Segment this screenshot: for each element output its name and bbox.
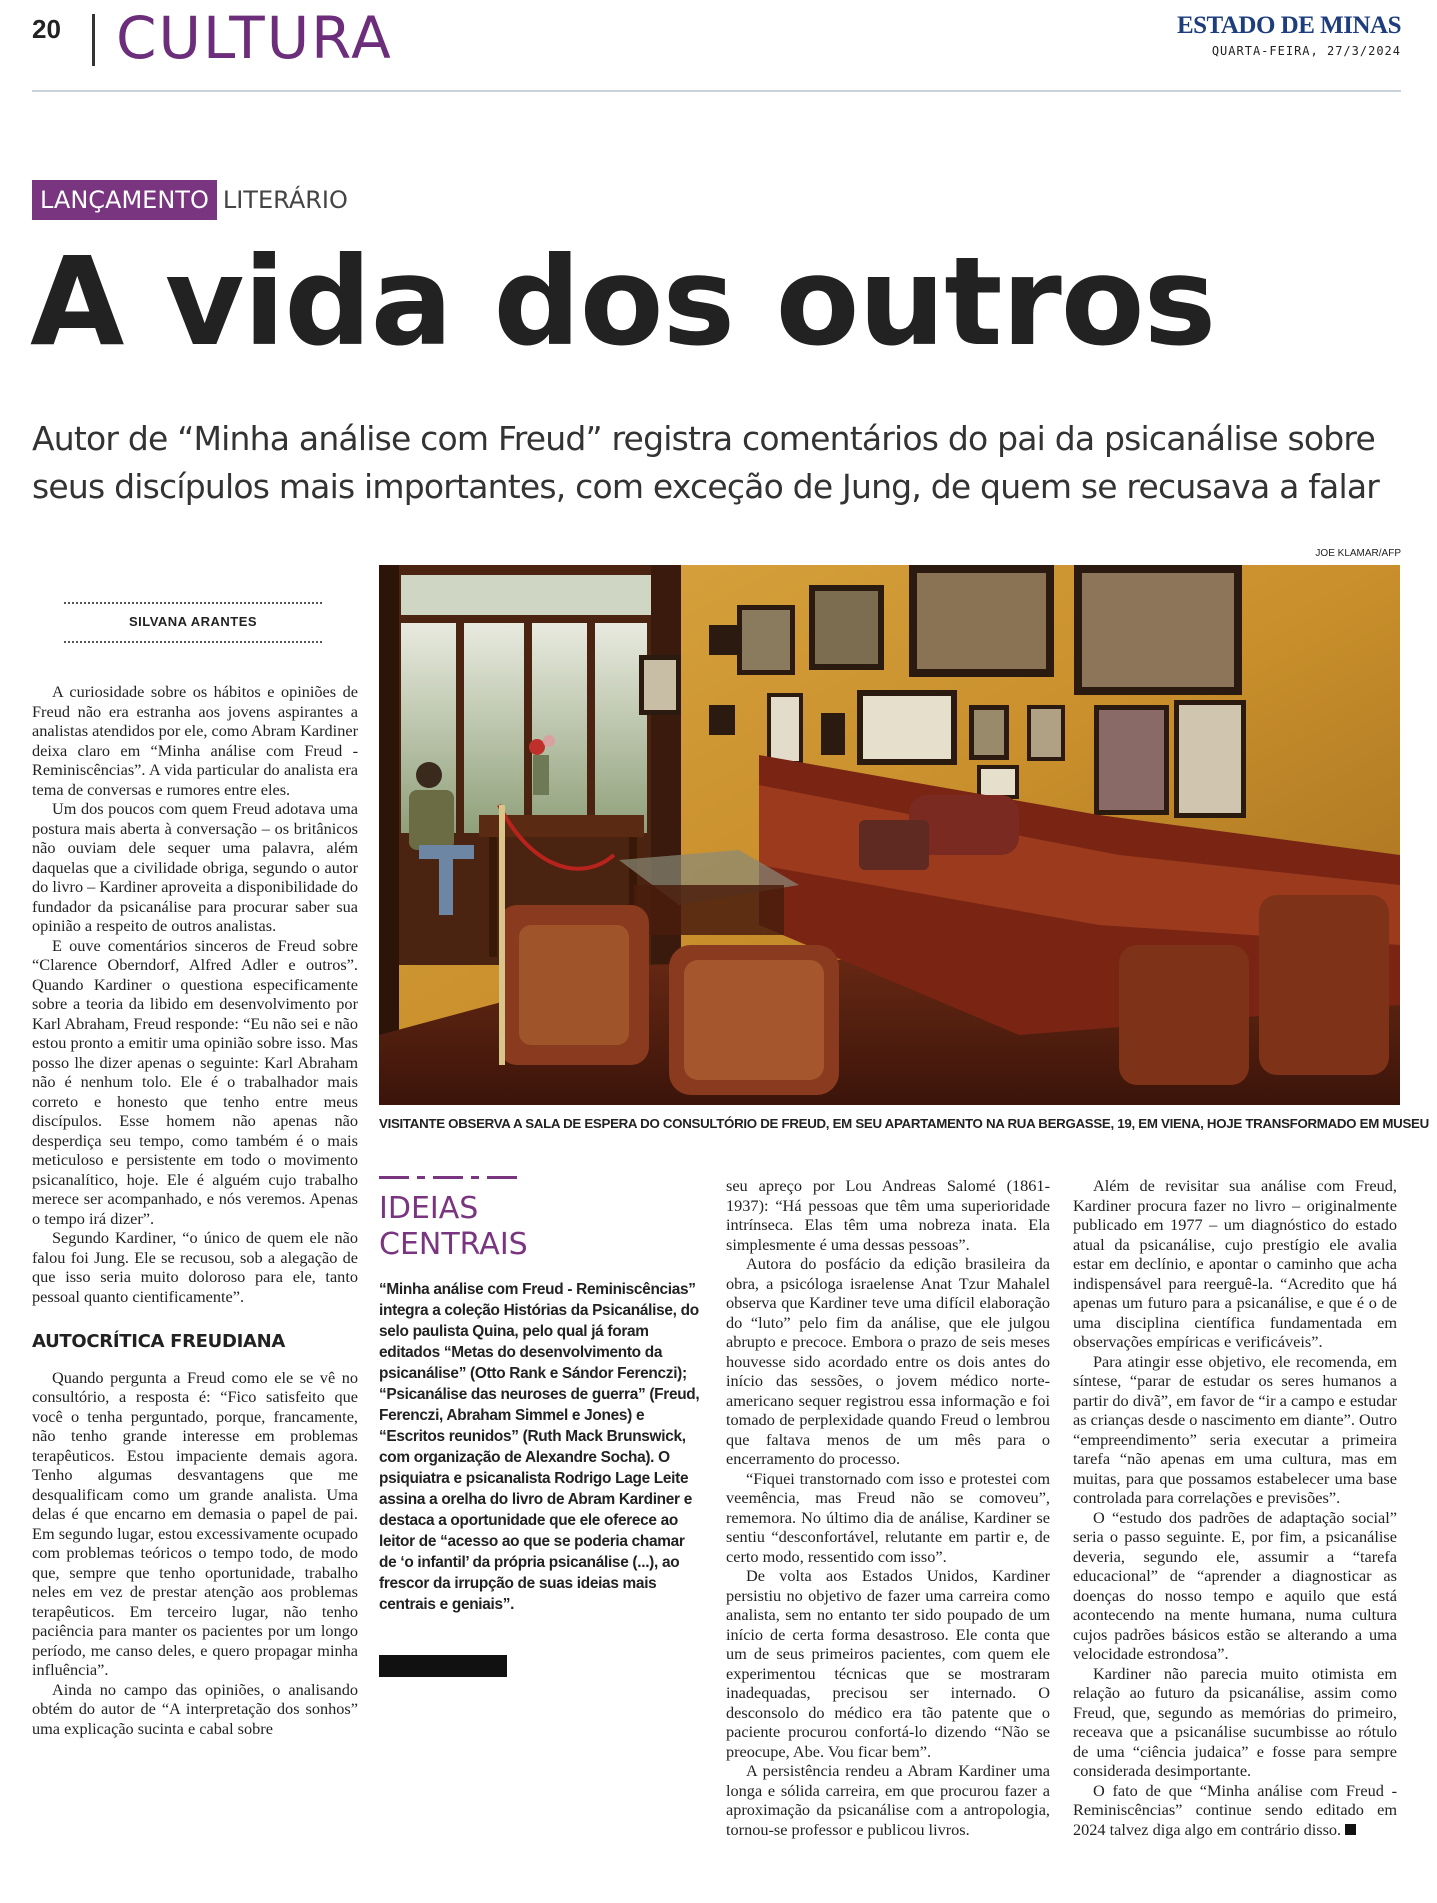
- photo-caption: VISITANTE OBSERVA A SALA DE ESPERA DO CONSULTÓRIO DE FREUD, EM SEU APARTAMENTO NA RUA BERGASSE, 19, EM VIENA, HOJE TRANSFORMADO EM MUSEU: [379, 1116, 1429, 1131]
- paragraph: Segundo Kardiner, “o único de quem ele não falou foi Jung. Ele se recusou, sob a alegação de que isso seria muito doloroso para ele, tanto pessoal quanto cientificamente”.: [32, 1228, 358, 1306]
- newspaper-logo[interactable]: ESTADO DE MINAS: [1176, 12, 1401, 39]
- deck: Autor de “Minha análise com Freud” registra comentários do pai da psicanálise sobre seus discípulos mais importantes, com exceção de Jung, de quem se recusava a falar: [32, 419, 1380, 506]
- photo-credit: JOE KLAMAR/AFP: [1315, 548, 1401, 559]
- kicker-tag: LANÇAMENTO: [32, 180, 217, 220]
- masthead-rule: [32, 90, 1401, 92]
- end-of-article-icon: [1345, 1824, 1356, 1835]
- paragraph: Um dos poucos com quem Freud adotava uma postura mais aberta à conversação – os britânicos não ouviam dele sequer uma palavra, além daquelas que a civilidade obriga, segundo o autor do livro – Kardiner aproveita a disponibilidade do fundador da psicanálise para procurar saber sua opinião a respeito de outros analistas.: [32, 799, 358, 935]
- ideas-box: [379, 1176, 705, 1677]
- kicker: [32, 180, 354, 220]
- ideas-title: [379, 1191, 705, 1263]
- paragraph: A persistência rendeu a Abram Kardiner uma longa e sólida carreira, em que procurou fazer a aproximação da psicanálise com a antropologia, tornou-se professor e publicou livros.: [726, 1761, 1050, 1839]
- waiting-room-illustration: [379, 565, 1400, 1105]
- paragraph: Além de revisitar sua análise com Freud, Kardiner procura fazer no livro – originalmente publicado em 1977 – um diagnóstico do estado atual da psicanálise, cujo prestígio ele avalia estar em declínio, e apontar o caminho que acha indispensável para reerguê-la. “Acredito que há apenas um futuro para a psicanálise, e que é o de uma disciplina científica fundamentada em observações empíricas e verificáveis”.: [1073, 1176, 1397, 1351]
- article-photo[interactable]: [379, 565, 1400, 1105]
- paragraph: “Fiquei transtornado com isso e protestei com veemência, mas Freud não se comoveu”, rememora. No último dia de análise, Kardiner se sentiu “desconfortável, relutante em partir e, de certo modo, ressentido com isso”.: [726, 1468, 1050, 1566]
- issue-date: QUARTA-FEIRA, 27/3/2024: [1211, 44, 1401, 58]
- paragraph: Autora do posfácio da edição brasileira da obra, a psicóloga israelense Anat Tzur Mahalel observa que Kardiner teve uma difícil elaboração do “luto” pelo fim da análise, que ele julgou abrupto e precoce. Embora o prazo de seis meses houvesse sido acordado entre os dois antes do início das sessões, o jovem médico norte-americano sequer registrou essa informação e foi tomado de perplexidade quando Freud o lembrou que faltava menos de um mês para o encerramento do processo.: [726, 1254, 1050, 1468]
- byline-block: [64, 602, 322, 643]
- paragraph: A curiosidade sobre os hábitos e opiniões de Freud não era estranha aos jovens aspirantes a analistas atendidos por ele, como Abram Kardiner deixa claro em “Minha análise com Freud - Reminiscências”. A vida particular do analista era tema de conversas e rumores entre eles.: [32, 682, 358, 799]
- byline-dots-bottom: [64, 641, 322, 643]
- article-column-1: [32, 682, 358, 1738]
- paragraph: E ouve comentários sinceros de Freud sobre “Clarence Oberndorf, Alfred Adler e outros”. Quando Kardiner o questiona especificamente sobre a teoria da libido em desenvolvimento por Karl Abraham, Freud responde: “Eu não sei e não estou pronto a emitir uma opinião sobre isso. Mas posso lhe dizer apenas o seguinte: Karl Abraham não é nenhum tolo. Ele é o trabalhador mais correto e honesto que tenho entre meus discípulos. Esse homem não apenas não desperdiça seu tempo, como também é o mais meticuloso e persistente em todo o movimento psicanalítico, hoje. Ele é alguém cujo trabalho merece ser acompanhado, e nós veremos. Apenas o tempo irá dizer”.: [32, 935, 358, 1228]
- article-column-4: [1073, 1176, 1397, 1839]
- final-paragraph-text: O fato de que “Minha análise com Freud - Reminiscências” continue sendo editado em 2024 talvez diga algo em contrário disso.: [1073, 1780, 1397, 1839]
- paragraph: De volta aos Estados Unidos, Kardiner persistiu no objetivo de fazer uma carreira como analista, sem no entanto ter sido poupado de um início de certa forma desastroso. Ele conta que um de seus primeiros pacientes, com quem ele experimentou técnicas que se mostraram inadequadas, precisou ser internado. O desconsolo do médico era tão patente que o paciente procurou confortá-lo dizendo “Não se preocupe, Abe. Vou ficar bem”.: [726, 1566, 1050, 1761]
- masthead-divider: [92, 14, 95, 66]
- ideas-title-line-2: CENTRAIS: [379, 1227, 528, 1262]
- paragraph: O “estudo dos padrões de adaptação social” seria o passo seguinte. E, por fim, a psicanálise deveria, segundo ele, assumir a “tarefa educacional” de “aprender a diagnosticar as doenças do nosso tempo e aquilo que está acontecendo na mente humana, numa cultura cujos padrões básicos estão se alterando a uma velocidade estrondosa”.: [1073, 1507, 1397, 1663]
- paragraph: Quando pergunta a Freud como ele se vê no consultório, a resposta é: “Fico satisfeito que você o tenha perguntado, porque, francamente, não tenho grande interesse em problemas terapêuticos. Estou impaciente demais agora. Tenho algumas desvantagens que me desqualificam como um grande analista. Uma delas é que encarno em demasia o papel de pai. Em segundo lugar, estou excessivamente ocupado com problemas teóricos o tempo todo, de modo que, sempre que tenho oportunidade, trabalho neles em vez de prestar atenção aos problemas terapêuticos. Em terceiro lugar, não tenho paciência para manter os pacientes por um longo período, me canso deles, e quero propagar minha influência”.: [32, 1367, 358, 1679]
- headline: A vida dos outros: [30, 231, 1216, 373]
- paragraph: [1073, 1781, 1397, 1840]
- byline: SILVANA ARANTES: [128, 614, 258, 629]
- subhead: AUTOCRÍTICA FREUDIANA: [32, 1331, 286, 1352]
- kicker-label: LITERÁRIO: [222, 186, 348, 214]
- page-number: 20: [32, 14, 61, 44]
- ideas-body: “Minha análise com Freud - Reminiscências” integra a coleção Histórias da Psicanálise, do selo paulista Quina, pelo qual já foram editados “Metas do desenvolvimento da psicanálise” (Otto Rank e Sándor Ferenczi); “Psicanálise das neuroses de guerra” (Freud, Ferenczi, Abraham Simmel e Jones) e “Escritos reunidos” (Ruth Mack Brunswick, com organização de Alexandre Socha). O psiquiatra e psicanalista Rodrigo Lage Leite assina a orelha do livro de Abram Kardiner e destaca a oportunidade que ele oferece ao leitor de “acesso ao que se poderia chamar de ‘o infantil’ da própria psicanálise (...), ao frescor da irrupção de suas ideias mais centrais e geniais”.: [379, 1281, 700, 1613]
- ideas-rule: [379, 1176, 521, 1179]
- ideas-title-line-1: IDEIAS: [379, 1191, 479, 1226]
- article-column-3: [726, 1176, 1050, 1839]
- paragraph: Kardiner não parecia muito otimista em relação ao futuro da psicanálise, assim como Freud, que, segundo as memórias do primeiro, receava que a psicanálise sucumbisse ao rótulo de uma “ciência judaica” e fosse para sempre considerada desimportante.: [1073, 1663, 1397, 1780]
- paragraph: seu apreço por Lou Andreas Salomé (1861-1937): “Há pessoas que têm uma superioridade intrínseca. Elas têm uma nobreza inata. Ela simplesmente é uma dessas pessoas”.: [726, 1176, 1050, 1254]
- ideas-end-bar: [379, 1655, 507, 1677]
- section-title: CULTURA: [116, 4, 393, 72]
- paragraph: Ainda no campo das opiniões, o analisando obtém do autor de “A interpretação dos sonhos” uma explicação sucinta e cabal sobre: [32, 1679, 358, 1738]
- paragraph: Para atingir esse objetivo, ele recomenda, em síntese, “parar de estudar os seres humanos a partir do divã”, em favor de “ir a campo e estudar as crianças desde o nascimento em diante”. Outro “empreendimento” seria executar a primeira tarefa “não apenas em uma cultura, mas em muitas, para que possamos estabelecer uma base controlada para correlações e previsões”.: [1073, 1351, 1397, 1507]
